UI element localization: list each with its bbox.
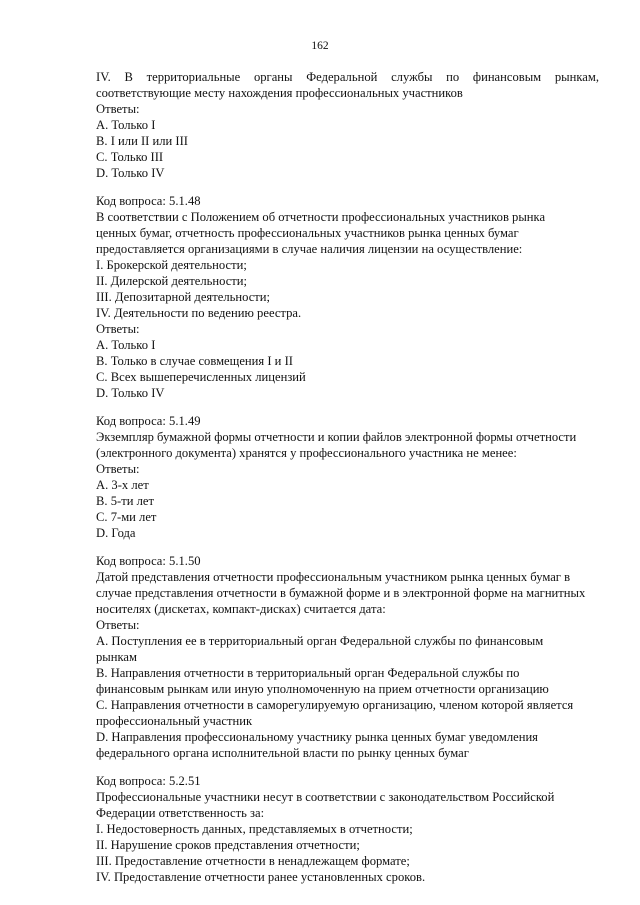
text-line: ценных бумаг, отчетность профессиональных участников рынка ценных бумаг	[96, 226, 519, 240]
text-line: случае представления отчетности в бумажной форме и в электронной форме на магнитных	[96, 586, 586, 600]
text-line: III. Предоставление отчетности в ненадлежащем формате;	[96, 854, 410, 868]
answer-option: D. Только IV	[96, 166, 165, 180]
text-line: III. Депозитарной деятельности;	[96, 290, 271, 304]
question-code: Код вопроса: 5.2.51	[96, 774, 201, 788]
text-line: I. Брокерской деятельности;	[96, 258, 247, 272]
text-line: Профессиональные участники несут в соответствии с законодательством Российской	[96, 790, 555, 804]
text-line: В соответствии с Положением об отчетности профессиональных участников рынка	[96, 210, 546, 224]
answer-option: федерального органа исполнительной власти по рынку ценных бумаг	[96, 746, 469, 760]
answer-option: B. Только в случае совмещения I и II	[96, 354, 293, 368]
answer-option: D. Года	[96, 526, 136, 540]
text-line: II. Нарушение сроков представления отчетности;	[96, 838, 360, 852]
answer-option: D. Только IV	[96, 386, 165, 400]
text-line: Федерации ответственность за:	[96, 806, 265, 820]
text-line: IV. Предоставление отчетности ранее установленных сроков.	[96, 870, 426, 884]
text-line: II. Дилерской деятельности;	[96, 274, 248, 288]
answer-option: B. Направления отчетности в территориальный орган Федеральной службы по	[96, 666, 520, 680]
text-line: Экземпляр бумажной формы отчетности и копии файлов электронной формы отчетности	[96, 430, 577, 444]
answers-label: Ответы:	[96, 462, 140, 476]
text-line: I. Недостоверность данных, представляемых в отчетности;	[96, 822, 413, 836]
answer-option: рынкам	[96, 650, 137, 664]
text-line: предоставляется организациями в случае наличия лицензии на осуществление:	[96, 242, 523, 256]
text-line: IV. Деятельности по ведению реестра.	[96, 306, 302, 320]
question-code: Код вопроса: 5.1.48	[96, 194, 201, 208]
text-line: Датой представления отчетности профессиональным участником рынка ценных бумаг в	[96, 570, 571, 584]
answers-label: Ответы:	[96, 102, 140, 116]
answer-option: D. Направления профессиональному участнику рынка ценных бумаг уведомления	[96, 730, 538, 744]
answer-option: C. Только III	[96, 150, 164, 164]
answer-option: A. Только I	[96, 338, 156, 352]
text-line: соответствующие месту нахождения профессиональных участников	[96, 86, 463, 100]
answer-option: финансовым рынкам или иную уполномоченную на прием отчетности организацию	[96, 682, 549, 696]
answer-option: B. 5-ти лет	[96, 494, 154, 508]
answer-option: профессиональный участник	[96, 714, 253, 728]
text-line: IV. В территориальные органы Федеральной службы по финансовым рынкам,	[96, 70, 599, 84]
answer-option: A. Только I	[96, 118, 156, 132]
answer-option: C. 7-ми лет	[96, 510, 157, 524]
text-line: носителях (дискетах, компакт-дисках) считается дата:	[96, 602, 386, 616]
answers-label: Ответы:	[96, 618, 140, 632]
answer-option: A. Поступления ее в территориальный орган Федеральной службы по финансовым	[96, 634, 544, 648]
question-code: Код вопроса: 5.1.50	[96, 554, 201, 568]
answer-option: C. Направления отчетности в саморегулируемую организацию, членом которой является	[96, 698, 574, 712]
answer-option: B. I или II или III	[96, 134, 188, 148]
answer-option: A. 3-х лет	[96, 478, 149, 492]
question-code: Код вопроса: 5.1.49	[96, 414, 201, 428]
page-number: 162	[311, 40, 329, 52]
text-line: (электронного документа) хранятся у профессионального участника не менее:	[96, 446, 517, 460]
answer-option: C. Всех вышеперечисленных лицензий	[96, 370, 306, 384]
answers-label: Ответы:	[96, 322, 140, 336]
